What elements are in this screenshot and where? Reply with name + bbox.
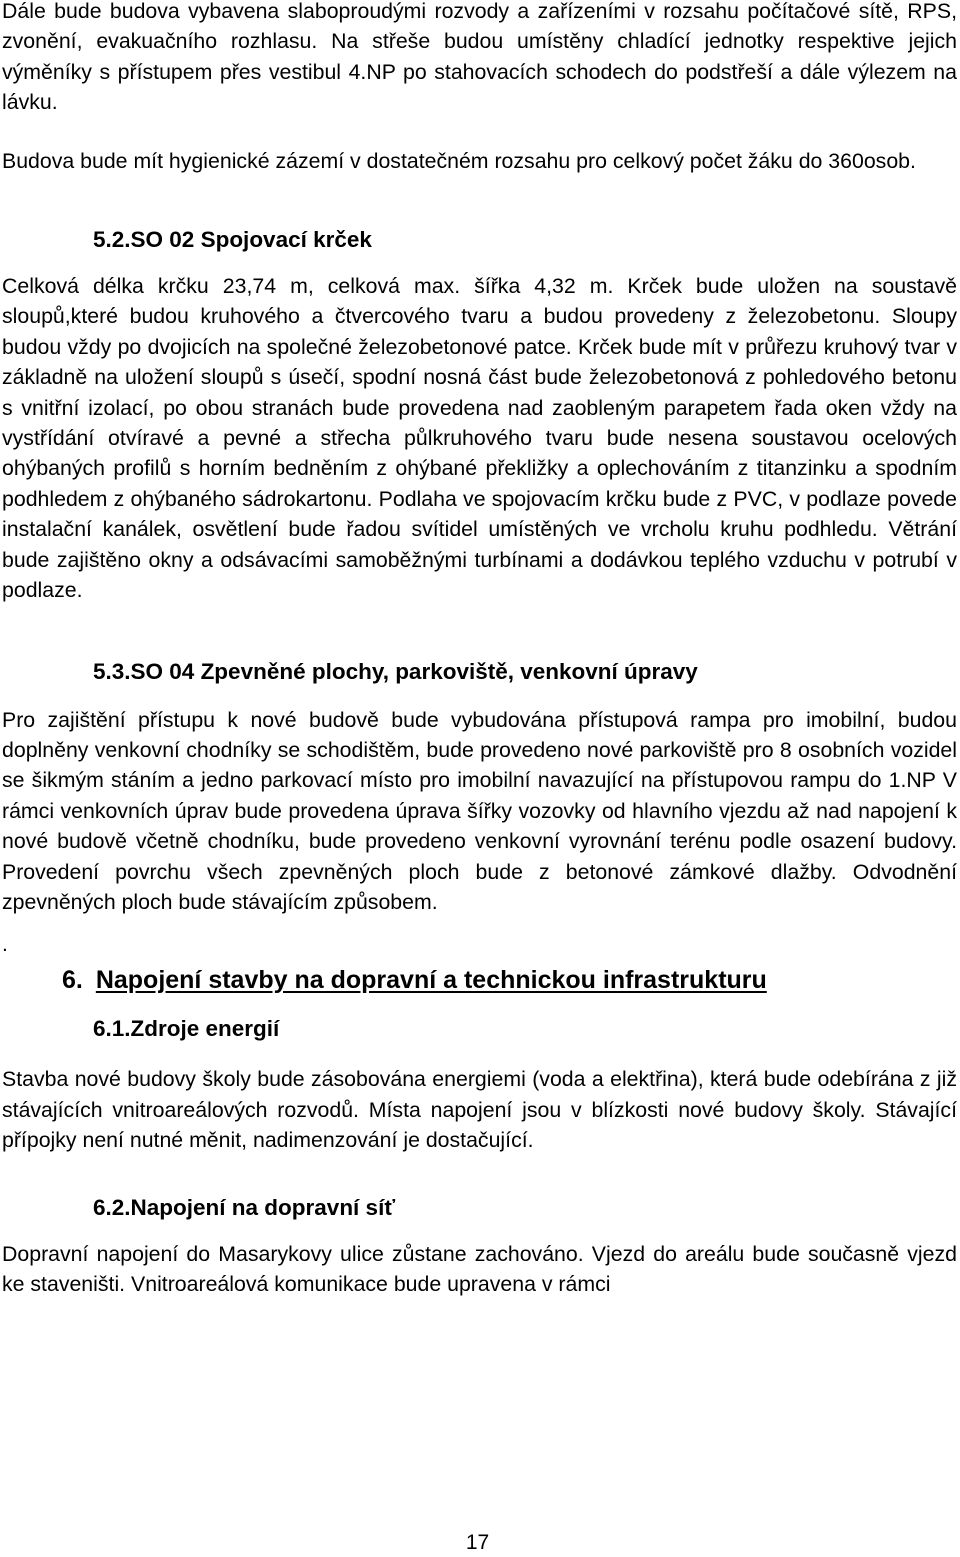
paragraph-hygiene-facilities: Budova bude mít hygienické zázemí v dostatečném rozsahu pro celkový počet žáku do 360osob. xyxy=(2,148,916,173)
paragraph-energy-sources: Stavba nové budovy školy bude zásobována energiemi (voda a elektřina), která bude odebírána z již stávajících vnitroareálových rozvodů. Místa napojení jsou v blízkosti nové budovy školy. Stávající přípojky není nutné měnit, nadimenzování je dostačující. xyxy=(2,1067,957,1153)
heading-5-2: 5.2.SO 02 Spojovací krček xyxy=(93,227,372,253)
document-page xyxy=(2,0,957,1299)
paragraph-connecting-corridor: Celková délka krčku 23,74 m, celková max. šířka 4,32 m. Krček bude uložen na soustavě sloupů,které budou kruhového a čtvercového tvaru a budou provedeny z železobetonu. Sloupy budou vždy po dvojicích na společné železobetonové patce. Krček bude mít v průřezu kruhový tvar v základně na uložení sloupů s úsečí, spodní nosná část bude železobetonová z pohledového betonu s vnitřní izolací, po obou stranách bude provedena nad zaobleným parapetem řada oken vždy na vystřídání otvíravé a pevné a střecha půlkruhového tvaru bude nesena soustavou ocelových ohýbaných profilů s horním bedněním z ohýbané překližky a oplechováním z titanzinku a spodním podhledem z ohýbaného sádrokartonu. Podlaha ve spojovacím krčku bude z PVC, v podlaze povede instalační kanálek, osvětlení bude řadou svítidel umístěných ve vrcholu kruhu podhledu. Větrání bude zajištěno okny a odsávacími samoběžnými turbínami a dodávkou teplého vzduchu v potrubí v podlaze. xyxy=(2,274,957,603)
stray-dot: . xyxy=(2,933,8,957)
page-number: 17 xyxy=(465,1531,490,1554)
paragraph-building-equipment: Dále bude budova vybavena slaboproudými rozvody a zařízeními v rozsahu počítačové sítě, RPS, zvonění, evakuačního rozhlasu. Na střeše budou umístěny chladící jednotky respektive jejich výměníky s přístupem přes vestibul 4.NP po stahovacích schodech do podstřeší a dále výlezem na lávku. xyxy=(2,0,957,115)
heading-6 xyxy=(2,963,957,997)
heading-6-number: 6. xyxy=(62,966,83,995)
paragraph-paved-areas: Pro zajištění přístupu k nové budově bude vybudována přístupová rampa pro imobilní, budou doplněny venkovní chodníky se schodištěm, bude provedeno nové parkoviště pro 8 osobních vozidel se šikmým stáním a jedno parkovací místo pro imobilní navazující na přístupovou rampu do 1.NP V rámci venkovních úprav bude provedena úprava šířky vozovky od hlavního vjezdu až nad napojení k nové budově včetně chodníku, bude provedeno venkovní vyrovnání terénu podle osazení budovy. Provedení povrchu všech zpevněných ploch bude z betonové zámkové dlažby. Odvodnění zpevněných ploch bude stávajícím způsobem. xyxy=(2,707,957,914)
paragraph-transport-connection: Dopravní napojení do Masarykovy ulice zůstane zachováno. Vjezd do areálu bude současně vjezd ke staveništi. Vnitroareálová komunikace bude upravena v rámci xyxy=(2,1241,957,1296)
heading-5-3: 5.3.SO 04 Zpevněné plochy, parkoviště, venkovní úpravy xyxy=(93,658,698,684)
heading-6-1: 6.1.Zdroje energií xyxy=(93,1016,280,1042)
heading-6-2: 6.2.Napojení na dopravní síť xyxy=(93,1194,396,1220)
heading-6-title: Napojení stavby na dopravní a technickou infrastrukturu xyxy=(95,966,767,995)
